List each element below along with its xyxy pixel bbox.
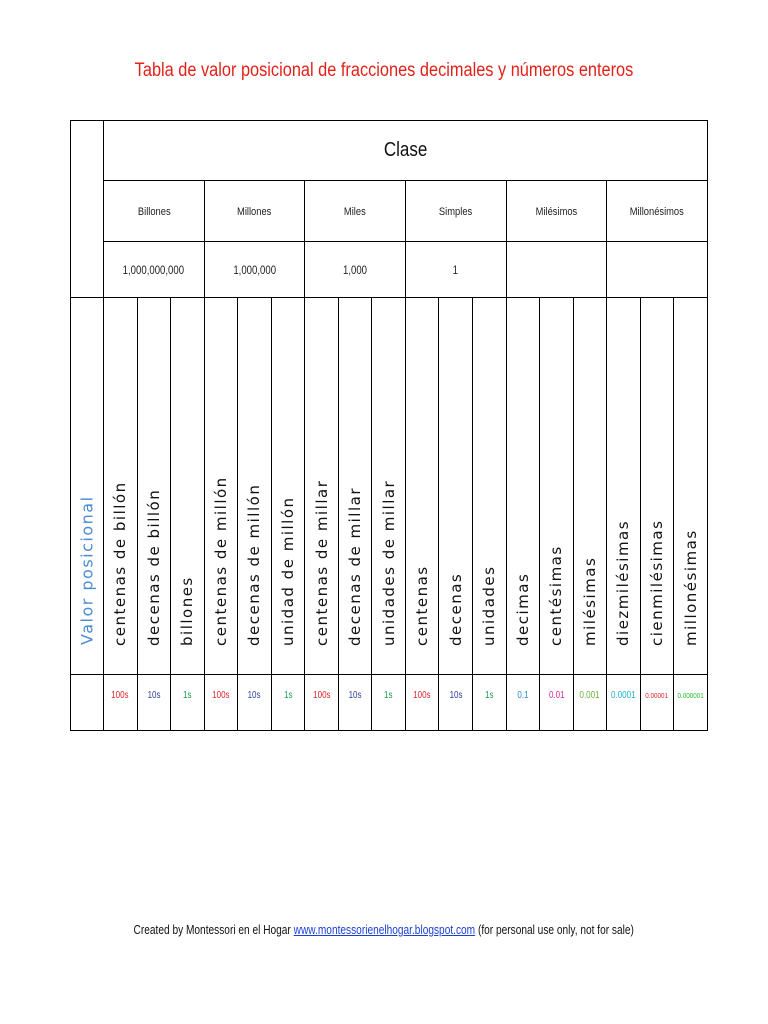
corner-cell bbox=[71, 121, 104, 181]
column-value-cell bbox=[171, 674, 205, 731]
group-value-billones bbox=[104, 241, 205, 297]
group-value: 1 bbox=[453, 262, 459, 277]
footer bbox=[0, 922, 768, 937]
column-value: 100s bbox=[111, 689, 129, 701]
column-value-cell bbox=[405, 674, 439, 731]
clase-label: Clase bbox=[383, 139, 428, 162]
column-name: unidades bbox=[480, 565, 499, 646]
column-name-cell bbox=[540, 298, 574, 674]
column-name: unidad de millón bbox=[279, 495, 297, 646]
column-name-cell bbox=[372, 298, 406, 674]
column-value-cell bbox=[473, 674, 507, 731]
page-title: Tabla de valor posicional de fracciones decimales y números enteros bbox=[134, 60, 634, 81]
column-name: centenas de billón bbox=[111, 480, 130, 646]
column-value-cell bbox=[439, 674, 473, 731]
column-value: 1s bbox=[283, 689, 293, 701]
column-name: billones bbox=[178, 575, 197, 646]
group-value: 1,000,000 bbox=[233, 262, 276, 277]
column-name: millonésimas bbox=[681, 528, 700, 646]
corner-cell bbox=[71, 181, 104, 241]
column-name-cell bbox=[674, 298, 708, 674]
column-name: centenas de millar bbox=[312, 479, 331, 646]
place-value-table bbox=[70, 120, 708, 731]
group-name: Millonésimos bbox=[630, 206, 685, 219]
column-name-cell bbox=[204, 298, 238, 674]
column-name-cell bbox=[640, 298, 674, 674]
column-value: 1s bbox=[384, 689, 393, 701]
column-name-cell bbox=[271, 298, 305, 674]
clase-header bbox=[104, 121, 708, 181]
column-value: 10s bbox=[147, 689, 161, 701]
column-name-cell bbox=[137, 298, 171, 674]
group-milesimos bbox=[506, 181, 607, 241]
column-names-row bbox=[71, 298, 708, 674]
column-value: 100s bbox=[212, 689, 230, 701]
column-name: centésimas bbox=[547, 544, 566, 646]
group-value-millones bbox=[204, 241, 305, 297]
column-name: decimas bbox=[513, 572, 532, 646]
row-label: Valor posicional bbox=[77, 494, 97, 645]
column-name: milésimas bbox=[580, 556, 599, 646]
column-name-cell bbox=[506, 298, 540, 674]
column-value-cell bbox=[137, 674, 171, 731]
group-value-simples bbox=[405, 241, 506, 297]
column-value: 0.000001 bbox=[677, 692, 704, 700]
column-name-cell bbox=[305, 298, 339, 674]
column-name-cell bbox=[104, 298, 138, 674]
column-value-cell bbox=[607, 674, 641, 731]
column-name-cell bbox=[439, 298, 473, 674]
column-name: decenas de millar bbox=[346, 486, 365, 646]
column-value-cell bbox=[640, 674, 674, 731]
column-name-cell bbox=[171, 298, 205, 674]
column-name: decenas bbox=[446, 572, 465, 646]
group-millones bbox=[204, 181, 305, 241]
column-value-cell bbox=[506, 674, 540, 731]
column-value-cell bbox=[104, 674, 138, 731]
column-value-cell bbox=[372, 674, 406, 731]
row-label-cell-empty bbox=[71, 674, 104, 731]
group-name: Milésimos bbox=[535, 206, 578, 219]
group-simples bbox=[405, 181, 506, 241]
column-value: 100s bbox=[413, 689, 431, 701]
column-value-cell bbox=[338, 674, 372, 731]
group-miles bbox=[305, 181, 406, 241]
group-billones bbox=[104, 181, 205, 241]
group-value-miles bbox=[305, 241, 406, 297]
column-value-cell bbox=[573, 674, 607, 731]
column-value: 100s bbox=[312, 689, 331, 701]
column-value: 0.01 bbox=[548, 689, 565, 701]
column-value: 0.001 bbox=[579, 689, 600, 701]
group-value: 1,000,000,000 bbox=[123, 262, 185, 277]
column-value: 10s bbox=[449, 689, 463, 701]
column-value: 10s bbox=[248, 689, 261, 701]
footer-link[interactable]: www.montessorienelhogar.blogspot.com bbox=[293, 922, 476, 937]
column-value-cell bbox=[305, 674, 339, 731]
column-value: 0.0001 bbox=[611, 689, 636, 701]
column-value-cell bbox=[271, 674, 305, 731]
row-label-cell bbox=[71, 298, 104, 674]
column-value: 1s bbox=[183, 689, 192, 701]
column-name-cell bbox=[573, 298, 607, 674]
group-name: Simples bbox=[439, 206, 473, 219]
column-name-cell bbox=[238, 298, 272, 674]
corner-cell bbox=[71, 241, 104, 297]
group-name: Miles bbox=[344, 206, 367, 219]
column-name: centenas de millón bbox=[211, 475, 230, 646]
column-value-cell bbox=[204, 674, 238, 731]
column-name: decenas de millón bbox=[245, 483, 264, 646]
column-name-cell bbox=[473, 298, 507, 674]
column-value: 0.1 bbox=[517, 689, 529, 701]
group-name: Millones bbox=[237, 206, 272, 219]
column-name-cell bbox=[338, 298, 372, 674]
group-value-millonesimos bbox=[607, 241, 708, 297]
column-value: 10s bbox=[348, 689, 362, 701]
column-name: diezmilésimas bbox=[614, 519, 633, 646]
footer-note: (for personal use only, not for sale) bbox=[475, 922, 635, 937]
column-name-cell bbox=[607, 298, 641, 674]
column-value: 0.00001 bbox=[645, 692, 669, 700]
group-value-milesimos bbox=[506, 241, 607, 297]
column-value: 1s bbox=[485, 689, 494, 701]
column-value-cell bbox=[674, 674, 708, 731]
column-name: decenas de billón bbox=[144, 488, 163, 646]
column-name: centenas bbox=[413, 564, 432, 646]
group-name: Billones bbox=[137, 206, 171, 219]
footer-credit: Created by Montessori en el Hogar bbox=[133, 922, 294, 937]
column-name: unidades de millar bbox=[379, 479, 398, 646]
column-name-cell bbox=[405, 298, 439, 674]
group-value: 1,000 bbox=[343, 262, 368, 277]
group-millonesimos bbox=[607, 181, 708, 241]
column-value-cell bbox=[238, 674, 272, 731]
column-values-row bbox=[71, 674, 708, 731]
column-name: cienmilésimas bbox=[648, 519, 667, 646]
column-value-cell bbox=[540, 674, 574, 731]
